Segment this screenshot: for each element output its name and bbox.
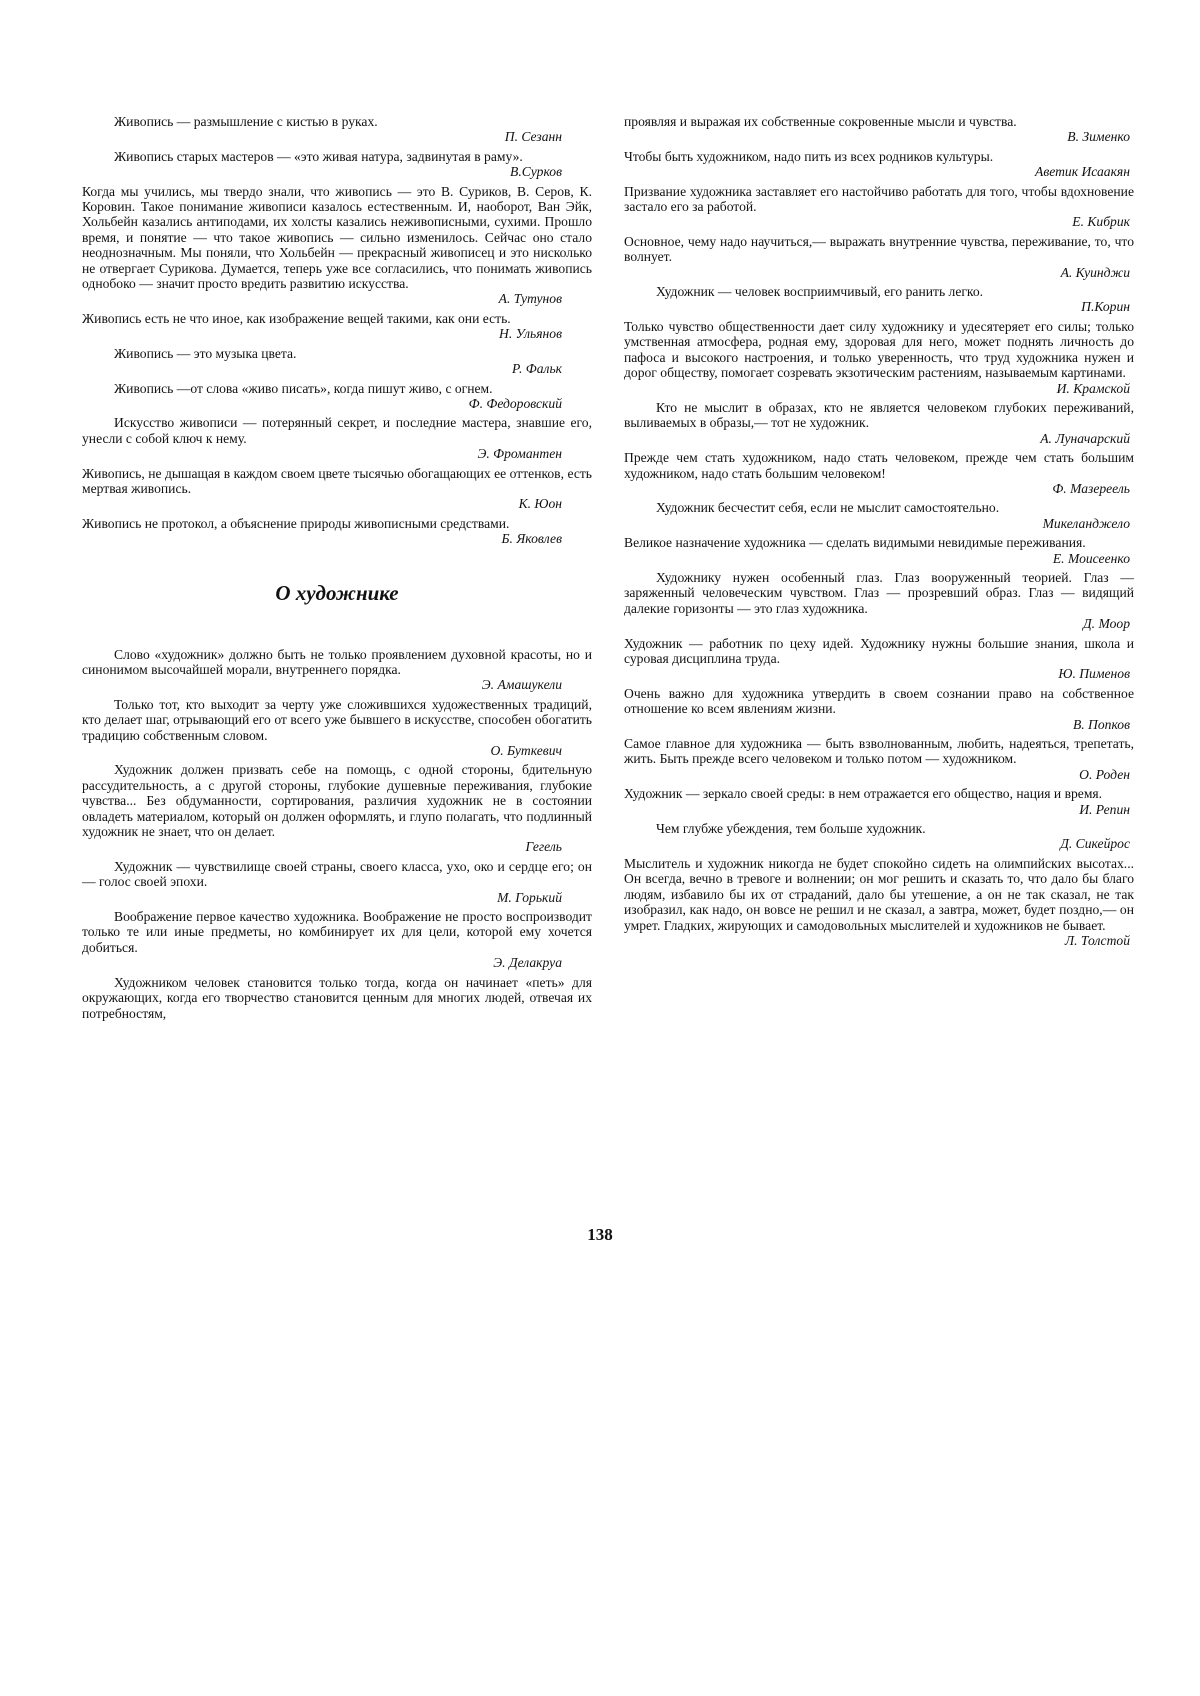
quote-text: Когда мы учились, мы твердо знали, что живопись — это В. Суриков, В. Серов, К. Коровин. Такое понимание живописи казалось естественным. И, наоборот, Ван Эйк, Хольбейн казались антиподами, их холсты казались неживописными, сухими. Прошло время, и понятие — что такое живопись — сильно изменилось. Сейчас оно стало неоднозначным. Мы поняли, что Хольбейн — прекрасный живописец и это нисколько не отвергает Сурикова. Думается, теперь уже все согласились, что понимать живопись однобоко — значит просто вредить развитию искусства. — [82, 183, 592, 292]
quote-text: Художником человек становится только тогда, когда он начинает «петь» для окружающих, когда его творчество становится ценным для многих людей, отвечая их потребностям, — [82, 974, 592, 1021]
quote-author: Е. Моисеенко — [1052, 550, 1130, 566]
quote-author: Л. Толстой — [1064, 932, 1130, 948]
quote-author: К. Юон — [518, 496, 562, 512]
right-column — [624, 114, 1134, 952]
quote-text: Воображение первое качество художника. Воображение не просто воспроизводит только те или иные предметы, но комбинирует их для цели, которой ему хочется добиться. — [82, 909, 592, 955]
quote-author: В. Зименко — [1067, 129, 1130, 145]
quote-author: В.Сурков — [510, 164, 562, 180]
quote-author: В. Попков — [1072, 716, 1130, 732]
quote-author: Р. Фальк — [512, 361, 562, 377]
quote-text: Художник — чувствилище своей страны, своего класса, ухо, око и сердце его; он — голос своей эпохи. — [82, 858, 592, 890]
quote-author: Э. Фромантен — [477, 446, 562, 462]
page-number: 138 — [587, 1225, 613, 1244]
quote-text: Художник должен призвать себе на помощь, с одной стороны, бдительную рассудительность, а с другой стороны, глубокие душевные переживания, глубокие чувства... Без обдуманности, сортирования, различия художник не в состоянии овладеть материалом, который он должен оформлять, и глупо полагать, что подлинный художник не знает, что он делает. — [82, 762, 592, 840]
quote-author: Е. Кибрик — [1072, 214, 1130, 230]
quote-author: О. Роден — [1079, 766, 1130, 782]
quote-text: Мыслитель и художник никогда не будет спокойно сидеть на олимпийских высотах... Он всегда, вечно в тревоге и волнении; он мог решить и сказать то, что дало бы благо людям, избавило бы их от страданий, дало бы утешение, а он не так сказал, не так изобразил, как надо, он вовсе не решил и не сказал, а завтра, может, будет поздно,— он умрет. Гладких, жирующих и самодовольных мыслителей и художников не бывает. — [624, 855, 1134, 933]
quote-text: Только тот, кто выходит за черту уже сложившихся художественных традиций, кто делает шаг, отрывающий его от всего уже бывшего в искусстве, способен обогатить традицию собственным словом. — [82, 696, 592, 743]
quote-text: Живопись — это музыка цвета. — [114, 345, 297, 361]
quote-author: П. Сезанн — [504, 129, 562, 145]
quote-author: Ф. Мазереель — [1052, 480, 1130, 496]
quote-text: Живопись не протокол, а объяснение природы живописными средствами. — [82, 515, 510, 531]
quote-author: Аветик Исаакян — [1035, 164, 1130, 180]
quote-author: Ф. Федоровский — [468, 395, 562, 411]
quote-author: Д. Моор — [1083, 616, 1130, 632]
quote-author: А. Тутунов — [498, 291, 562, 307]
quote-text: Чтобы быть художником, надо пить из всех родников культуры. — [624, 148, 994, 164]
artist-quotes-right — [624, 114, 1134, 948]
left-column — [82, 114, 592, 1021]
quote-text: Чем глубже убеждения, тем больше художник. — [656, 821, 926, 837]
quote-text: Художнику нужен особенный глаз. Глаз вооруженный теорией. Глаз — заряженный человеческим чувством. Глаз — прозревший образ. Глаз — видящий далекие горизонты — это глаз художника. — [624, 569, 1134, 616]
quote-text: Художник — работник по цеху идей. Художнику нужны большие знания, школа и суровая дисциплина труда. — [624, 635, 1134, 666]
quote-author: Гегель — [525, 839, 562, 855]
quote-text: Кто не мыслит в образах, кто не является человеком глубоких переживаний, выливаемых в образы,— тот не художник. — [624, 399, 1134, 431]
quote-text: Живопись — размышление с кистью в руках. — [114, 114, 378, 129]
quote-author: Э. Амашукели — [481, 677, 562, 693]
artist-quotes-left — [82, 647, 592, 1021]
section-title: О художнике — [275, 580, 399, 605]
quote-text: Призвание художника заставляет его настойчиво работать для того, чтобы вдохновение застало его за работой. — [624, 183, 1134, 215]
quote-author: М. Горький — [497, 889, 562, 905]
quote-text: Великое назначение художника — сделать видимыми невидимые переживания. — [624, 535, 1086, 551]
quote-text: Художник — зеркало своей среды: в нем отражается его общество, нация и время. — [624, 786, 1103, 802]
quote-text: Прежде чем стать художником, надо стать человеком, прежде чем стать большим художником, надо стать большим человеком! — [624, 450, 1134, 481]
quote-author: Э. Делакруа — [493, 955, 562, 971]
quote-text: Искусство живописи — потерянный секрет, и последние мастера, знавшие его, унесли с собой ключ к нему. — [82, 415, 592, 446]
quote-text: Живопись, не дышащая в каждом своем цвете тысячью обогащающих ее оттенков, есть мертвая живопись. — [82, 465, 592, 496]
quote-author: А. Луначарский — [1040, 430, 1130, 446]
quote-text: Слово «художник» должно быть не только проявлением духовной красоты, но и синонимом высочайшей морали, внутреннего порядка. — [82, 646, 592, 677]
quote-author: Н. Ульянов — [499, 326, 562, 342]
quote-author: Ю. Пименов — [1058, 666, 1130, 682]
quote-text: проявляя и выражая их собственные сокровенные мысли и чувства. — [624, 114, 1017, 129]
quote-author: О. Буткевич — [490, 743, 562, 758]
quote-text: Самое главное для художника — быть взволнованным, любить, надеяться, трепетать, жить. Быть прежде всего человеком и только потом — художником. — [624, 736, 1134, 767]
quote-text: Художник бесчестит себя, если не мыслит самостоятельно. — [656, 500, 1000, 516]
quote-text: Живопись старых мастеров — «это живая натура, задвинутая в раму». — [114, 148, 523, 164]
quote-text: Очень важно для художника утвердить в своем сознании право на собственное отношение ко всем явлениям жизни. — [624, 685, 1134, 717]
quote-author: Б. Яковлев — [501, 531, 562, 547]
quote-author: Д. Сикейрос — [1060, 836, 1130, 852]
quote-text: Живопись есть не что иное, как изображение вещей такими, как они есть. — [82, 310, 511, 326]
quote-author: П.Корин — [1081, 299, 1130, 315]
quote-text: Только чувство общественности дает силу художнику и удесятеряет его силы; только умственная атмосфера, родная ему, здоровая для него, может поднять личность до пафоса и высокого настроения, и только уверенность, что труд художника нужен и дорог обществу, помогает созревать экзотическим растениям, называемым картинами. — [624, 318, 1134, 381]
quote-text: Художник — человек восприимчивый, его ранить легко. — [656, 284, 984, 300]
quote-author: А. Куинджи — [1060, 264, 1130, 280]
quote-author: И. Крамской — [1056, 380, 1130, 396]
quote-text: Живопись —от слова «живо писать», когда пишут живо, с огнем. — [114, 380, 493, 396]
painting-quotes — [82, 114, 592, 547]
quote-text: Основное, чему надо научиться,— выражать внутренние чувства, переживание, то, что волнует. — [624, 233, 1134, 265]
quote-author: Микеланджело — [1042, 515, 1130, 531]
quote-author: И. Репин — [1079, 801, 1130, 817]
